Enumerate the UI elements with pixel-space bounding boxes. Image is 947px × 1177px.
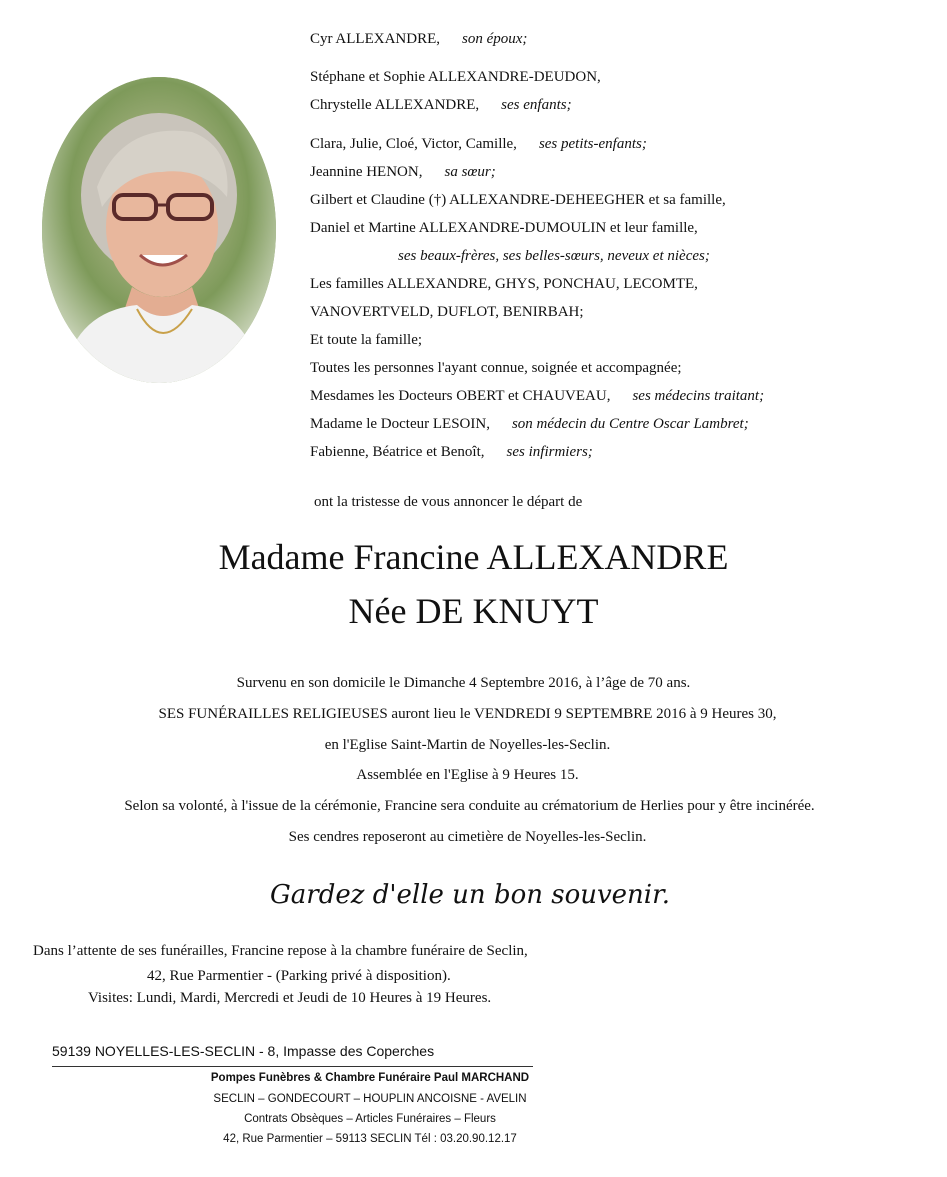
detail-line-1: Survenu en son domicile le Dimanche 4 Septembre 2016, à l’âge de 70 ans. [236, 675, 691, 691]
family-name: Les familles ALLEXANDRE, GHYS, PONCHAU, LECOMTE, [310, 276, 698, 292]
family-line-2 [310, 63, 601, 91]
family-line-7 [310, 214, 698, 242]
family-name: Toutes les personnes l'ayant connue, soignée et accompagnée; [310, 360, 682, 376]
family-role: son médecin du Centre Oscar Lambret; [511, 416, 749, 432]
family-name: Cyr ALLEXANDRE, [310, 31, 440, 47]
visitation-line-1: Dans l’attente de ses funérailles, Francine repose à la chambre funéraire de Seclin, [33, 943, 528, 959]
family-name: Stéphane et Sophie ALLEXANDRE-DEUDON, [310, 69, 601, 85]
portrait-photo [42, 77, 276, 383]
funeral-home-contact: 42, Rue Parmentier – 59113 SECLIN Tél : 03.20.90.12.17 [223, 1133, 517, 1145]
family-name: VANOVERTVELD, DUFLOT, BENIRBAH; [310, 304, 584, 320]
visitation-line-2: 42, Rue Parmentier - (Parking privé à disposition). [147, 968, 451, 984]
family-role: ses infirmiers; [506, 444, 593, 460]
family-line-12 [310, 354, 682, 382]
family-role: ses enfants; [501, 97, 572, 113]
family-name: Fabienne, Béatrice et Benoît, [310, 444, 485, 460]
family-role: sa sœur; [444, 164, 496, 180]
family-name: Chrystelle ALLEXANDRE, [310, 97, 480, 113]
family-role: ses petits-enfants; [538, 136, 647, 152]
family-name: Daniel et Martine ALLEXANDRE-DUMOULIN et leur famille, [310, 220, 698, 236]
detail-line-5: Selon sa volonté, à l'issue de la cérémonie, Francine sera conduite au crématorium de Herlies pour y être incinérée. [124, 798, 815, 814]
family-name: Clara, Julie, Cloé, Victor, Camille, [310, 136, 517, 152]
funeral-home-locations: SECLIN – GONDECOURT – HOUPLIN ANCOISNE - AVELIN [213, 1093, 527, 1105]
family-line-1 [310, 25, 527, 53]
family-name: Madame le Docteur LESOIN, [310, 416, 490, 432]
funeral-home-name: Pompes Funèbres & Chambre Funéraire Paul MARCHAND [210, 1072, 530, 1084]
family-line-5 [310, 158, 496, 186]
family-line-4 [310, 130, 647, 158]
family-line-9 [310, 270, 698, 298]
family-name: Mesdames les Docteurs OBERT et CHAUVEAU, [310, 388, 611, 404]
family-address: 59139 NOYELLES-LES-SECLIN - 8, Impasse des Coperches [52, 1043, 435, 1059]
family-role: son époux; [462, 31, 528, 47]
family-line-11 [310, 326, 422, 354]
detail-line-2: SES FUNÉRAILLES RELIGIEUSES auront lieu le VENDREDI 9 SEPTEMBRE 2016 à 9 Heures 30, [158, 706, 777, 722]
family-line-15 [310, 438, 593, 466]
family-line-14 [310, 410, 749, 438]
deceased-maiden-name: Née DE KNUYT [348, 591, 599, 631]
announcement-text: ont la tristesse de vous annoncer le départ de [314, 494, 583, 510]
family-line-13 [310, 382, 764, 410]
family-line-10 [310, 298, 584, 326]
family-name: Et toute la famille; [310, 332, 423, 348]
family-line-3 [310, 91, 572, 119]
divider [52, 1066, 533, 1067]
detail-line-4: Assemblée en l'Eglise à 9 Heures 15. [356, 767, 579, 783]
deceased-name: Madame Francine ALLEXANDRE [218, 537, 729, 577]
funeral-home-services: Contrats Obsèques – Articles Funéraires – Fleurs [244, 1113, 496, 1125]
family-line-6 [310, 186, 726, 214]
detail-line-6: Ses cendres reposeront au cimetière de Noyelles-les-Seclin. [288, 829, 647, 845]
motto: Gardez d'elle un bon souvenir. [270, 880, 670, 910]
visitation-line-3: Visites: Lundi, Mardi, Mercredi et Jeudi de 10 Heures à 19 Heures. [88, 990, 492, 1006]
family-role: ses beaux-frères, ses belles-sœurs, neveux et nièces; [398, 248, 710, 264]
family-role: ses médecins traitant; [632, 388, 765, 404]
family-name: Gilbert et Claudine (†) ALLEXANDRE-DEHEEGHER et sa famille, [310, 192, 726, 208]
detail-line-3: en l'Eglise Saint-Martin de Noyelles-les-Seclin. [324, 737, 611, 753]
family-line-8 [398, 242, 710, 270]
family-name: Jeannine HENON, [310, 164, 423, 180]
portrait-illustration [42, 77, 276, 383]
